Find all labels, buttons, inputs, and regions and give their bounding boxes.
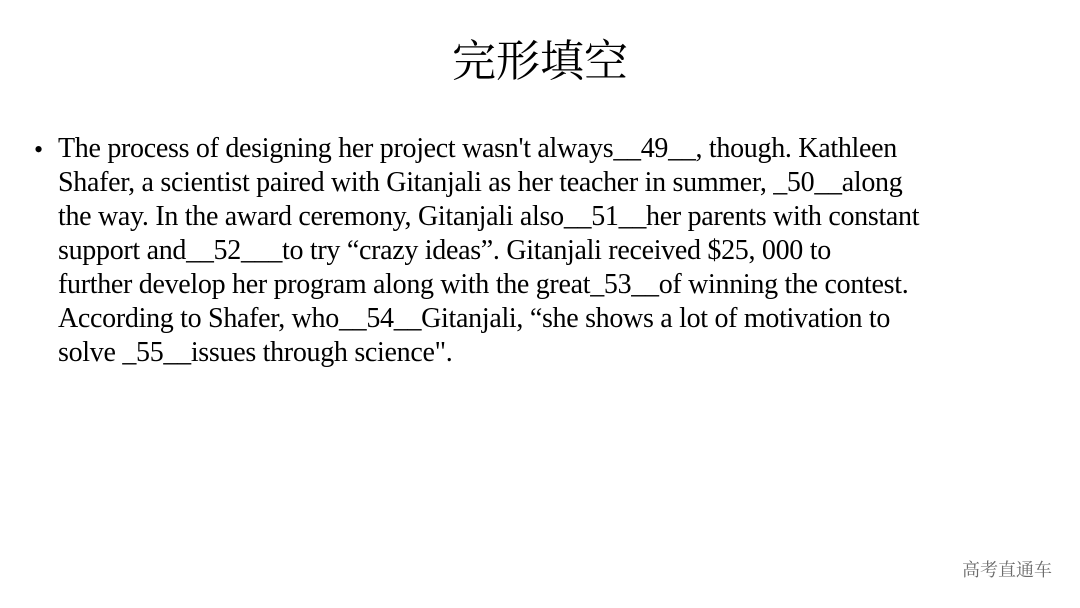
blank-53: _53__	[590, 269, 659, 300]
passage-line	[58, 234, 1048, 268]
passage-text-segment: along	[841, 167, 903, 198]
passage-line	[58, 200, 1048, 234]
passage-text	[58, 132, 1048, 370]
passage-line	[58, 268, 1048, 302]
passage-text-segment: Gitanjali, “she shows a lot of motivation to	[421, 303, 891, 334]
blank-55: _55__	[122, 337, 191, 368]
passage-text-segment: her parents with constant	[646, 201, 920, 232]
blank-52: __52___	[186, 235, 283, 266]
passage-text-segment: According to Shafer, who	[58, 303, 339, 334]
passage-text-segment: Shafer, a scientist paired with Gitanjali as her teacher in summer,	[58, 167, 774, 198]
passage-text-segment: solve	[58, 337, 123, 368]
watermark: 高考直通车	[962, 560, 1052, 581]
blank-54: __54__	[338, 303, 422, 334]
passage-line	[58, 132, 1048, 166]
passage-text-segment: The process of designing her project wasn't always	[58, 133, 614, 164]
passage-line	[58, 166, 1048, 200]
passage-text-segment: further develop her program along with the great	[58, 269, 591, 300]
passage-text-segment: , though. Kathleen	[695, 133, 897, 164]
slide-title: 完形填空	[452, 36, 628, 87]
blank-51: __51__	[563, 201, 647, 232]
passage-text-segment: support and	[58, 235, 187, 266]
passage-line	[58, 336, 1048, 370]
passage-text-segment: to try “crazy ideas”. Gitanjali received $25, 000 to	[282, 235, 831, 266]
passage-text-segment: issues through science".	[190, 337, 453, 368]
blank-49: __49__	[613, 133, 696, 164]
passage-line	[58, 302, 1048, 336]
blank-50: _50__	[773, 167, 842, 198]
passage-text-segment: the way. In the award ceremony, Gitanjali also	[58, 201, 564, 232]
passage-text-segment: of winning the contest.	[658, 269, 909, 300]
bullet-marker: •	[34, 135, 44, 164]
